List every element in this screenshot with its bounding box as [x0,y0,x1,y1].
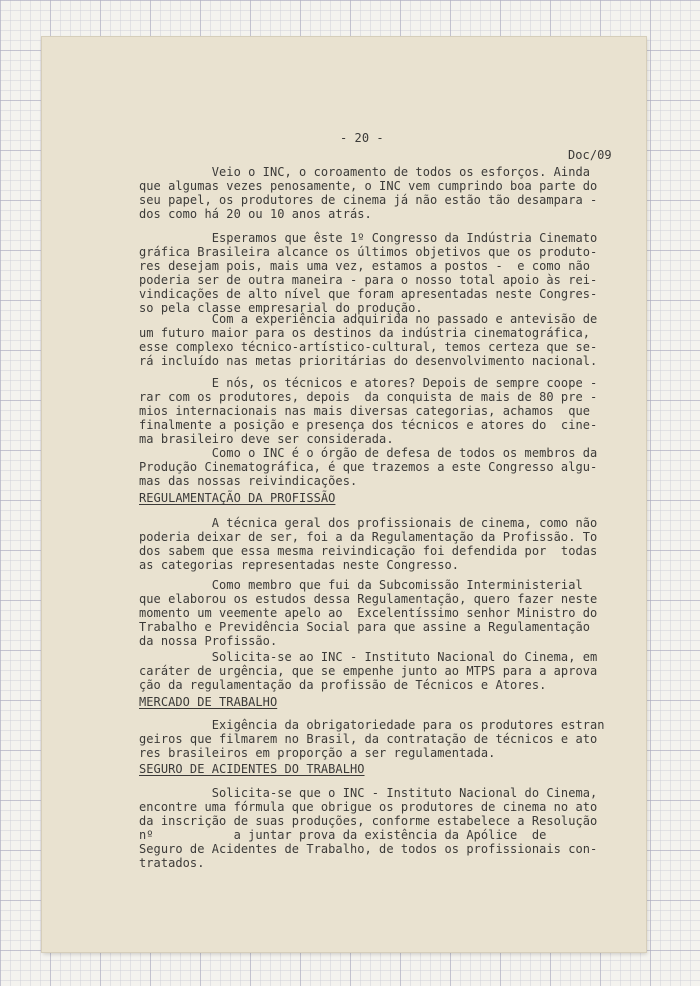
text-line: res desejam pois, mais uma vez, estamos a postos - e como não [139,259,591,273]
text-line: Trabalho e Previdência Social para que assine a Regulamentação [139,620,591,634]
text-line: seu papel, os produtores de cinema já não estão tão desampara - [139,193,598,207]
text-line: gráfica Brasileira alcance os últimos objetivos que os produto- [139,245,598,259]
text-line: so pela classe empresarial do produção. [139,301,423,315]
text-line: Produção Cinematográfica, é que trazemos a este Congresso algu- [139,460,598,474]
text-line: Solicita-se que o INC - Instituto Nacional do Cinema, [139,786,598,800]
section-heading-seguro: SEGURO DE ACIDENTES DO TRABALHO [139,762,365,776]
text-line: poderia deixar de ser, foi a da Regulamentação da Profissão. To [139,530,598,544]
text-line: caráter de urgência, que se empenhe junto ao MTPS para a aprova [139,664,598,678]
text-line: ma brasileiro deve ser considerada. [139,432,394,446]
text-line: res brasileiros em proporção a ser regulamentada. [139,746,496,760]
document-code: Doc/09 [568,148,612,162]
text-line: que elaborou os estudos dessa Regulamentação, quero fazer neste [139,592,598,606]
section-heading-mercado: MERCADO DE TRABALHO [139,695,278,709]
text-line: da nossa Profissão. [139,634,278,648]
text-line: dos sabem que essa mesma reivindicação foi defendida por todas [139,544,598,558]
text-line: rar com os produtores, depois da conquista de mais de 80 pre - [139,390,598,404]
text-line: nº a juntar prova da existência da Apólice de [139,828,547,842]
text-line: E nós, os técnicos e atores? Depois de sempre coope - [139,376,598,390]
text-line: momento um veemente apelo ao Excelentíssimo senhor Ministro do [139,606,598,620]
text-line: vindicações de alto nível que foram apresentadas neste Congres- [139,287,598,301]
text-line: geiros que filmarem no Brasil, da contratação de técnicos e ato [139,732,598,746]
text-line: Esperamos que êste 1º Congresso da Indústria Cinemato [139,231,598,245]
text-line: ção da regulamentação da profissão de Técnicos e Atores. [139,678,547,692]
text-line: as categorias representadas neste Congresso. [139,558,460,572]
text-line: mios internacionais nas mais diversas categorias, achamos que [139,404,591,418]
text-line: tratados. [139,856,205,870]
text-line: que algumas vezes penosamente, o INC vem cumprindo boa parte do [139,179,598,193]
text-line: rá incluído nas metas prioritárias do desenvolvimento nacional. [139,354,598,368]
text-line: finalmente a posição e presença dos técnicos e atores do cine- [139,418,598,432]
text-line: poderia ser de outra maneira - para o nosso total apoio às rei- [139,273,598,287]
text-line: Solicita-se ao INC - Instituto Nacional do Cinema, em [139,650,598,664]
page-number: - 20 - [340,131,384,145]
text-line: dos como há 20 ou 10 anos atrás. [139,207,372,221]
text-line: esse complexo técnico-artístico-cultural, temos certeza que se- [139,340,598,354]
text-line: Seguro de Acidentes de Trabalho, de todos os profissionais con- [139,842,598,856]
text-line: Como o INC é o órgão de defesa de todos os membros da [139,446,598,460]
text-line: Veio o INC, o coroamento de todos os esforços. Ainda [139,165,591,179]
section-heading-regulamentacao: REGULAMENTAÇÃO DA PROFISSÃO [139,491,336,505]
text-line: encontre uma fórmula que obrigue os produtores de cinema no ato [139,800,598,814]
text-line: da inscrição de suas produções, conforme estabelece a Resolução [139,814,598,828]
text-line: Como membro que fui da Subcomissão Interministerial [139,578,583,592]
text-line: um futuro maior para os destinos da indústria cinematográfica, [139,326,591,340]
text-line: Com a experiência adquirida no passado e antevisão de [139,312,598,326]
text-line: A técnica geral dos profissionais de cinema, como não [139,516,598,530]
text-line: Exigência da obrigatoriedade para os produtores estran [139,718,605,732]
text-line: mas das nossas reivindicações. [139,474,358,488]
